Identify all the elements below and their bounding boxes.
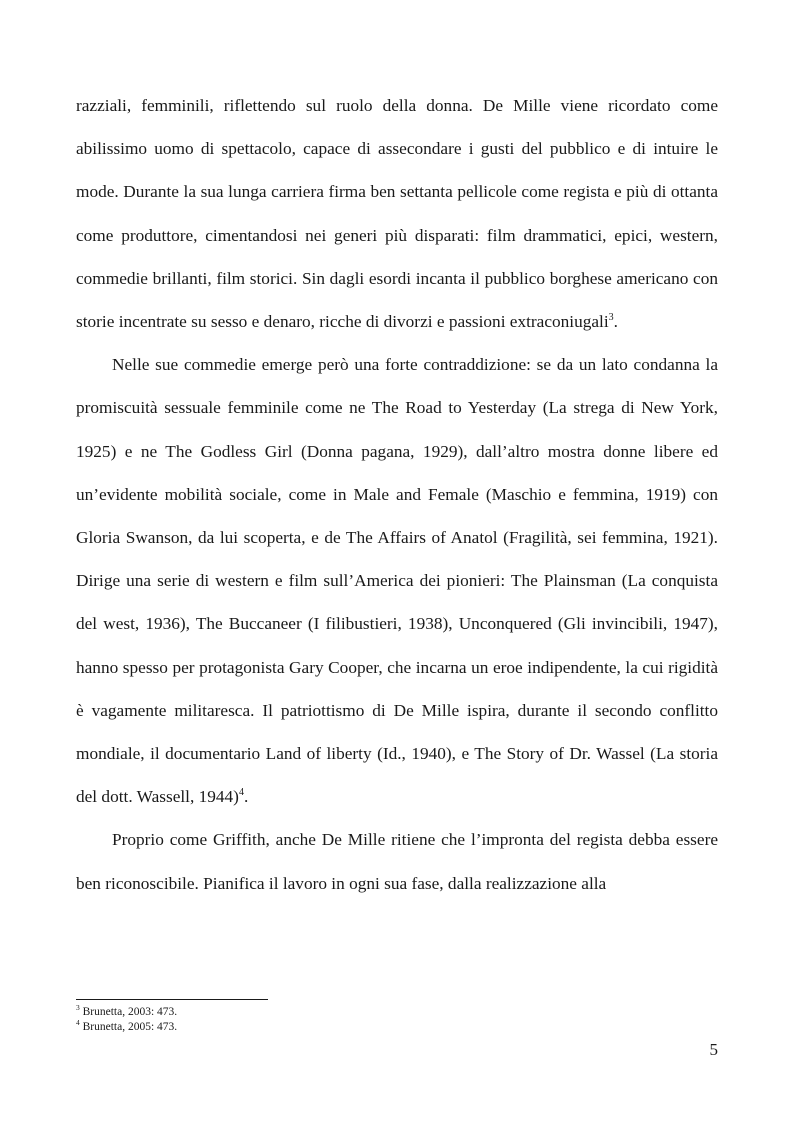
footnote-4: [76, 1020, 718, 1035]
footnote-4-text: Brunetta, 2005: 473.: [82, 1021, 178, 1033]
footnote-3-text: Brunetta, 2003: 473.: [82, 1006, 178, 1018]
paragraph-3-text: Proprio come Griffith, anche De Mille ritiene che l’impronta del regista debba essere ben riconoscibile. Pianifica il lavoro in ogni sua fase, dalla realizzazione alla: [76, 830, 718, 893]
footnote-ref-3[interactable]: 3: [608, 312, 614, 324]
paragraph-1-text: razziali, femminili, riflettendo sul ruolo della donna. De Mille viene ricordato come abilissimo uomo di spettacolo, capace di assecondare i gusti del pubblico e di intuire le mode. Durante la sua lunga carriera firma ben settanta pellicole come regista e più di ottanta come produttore, cimentandosi nei generi più disparati: film drammatici, epici, western, commedie brillanti, film storici. Sin dagli esordi incanta il pubblico borghese americano con storie incentrate su sesso e denaro, ricche di divorzi e passioni extraconiugali: [76, 96, 718, 332]
footnote-4-number: 4: [76, 1018, 80, 1028]
footnote-ref-4[interactable]: 4: [238, 787, 244, 799]
body-text: [76, 84, 718, 905]
paragraph-1-end: .: [613, 312, 618, 332]
paragraph-2: [76, 343, 718, 818]
page-number: 5: [709, 1040, 718, 1059]
footnote-3: [76, 1005, 718, 1020]
paragraph-2-text: Nelle sue commedie emerge però una forte contraddizione: se da un lato condanna la promiscuità sessuale femminile come ne The Road to Yesterday (La strega di New York, 1925) e ne The Godless Girl (Donna pagana, 1929), dall’altro mostra donne libere ed un’evidente mobilità sociale, come in Male and Female (Maschio e femmina, 1919) con Gloria Swanson, da lui scoperta, e de The Affairs of Anatol (Fragilità, sei femmina, 1921). Dirige una serie di western e film sull’America dei pionieri: The Plainsman (La conquista del west, 1936), The Buccaneer (I filibustieri, 1938), Unconquered (Gli invincibili, 1947), hanno spesso per protagonista Gary Cooper, che incarna un eroe indipendente, la cui rigidità è vagamente militaresca. Il patriottismo di De Mille ispira, durante il secondo conflitto mondiale, il documentario Land of liberty (Id., 1940), e The Story of Dr. Wassel (La storia del dott. Wassell, 1944): [76, 355, 718, 807]
paragraph-3: [76, 818, 718, 904]
paragraph-2-end: .: [243, 787, 249, 807]
footnote-separator: [76, 999, 268, 1000]
footnote-3-number: 3: [76, 1003, 80, 1013]
paragraph-1: [76, 84, 718, 343]
footnotes: [76, 1005, 718, 1035]
